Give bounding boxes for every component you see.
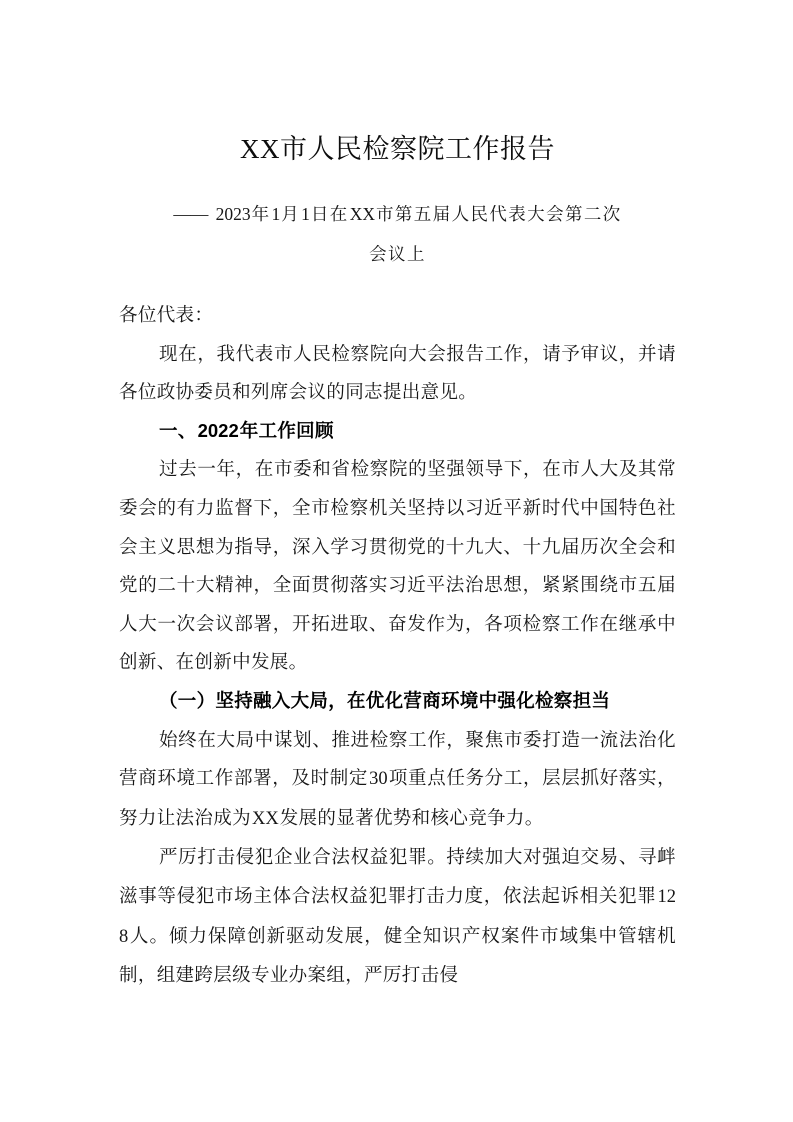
document-subtitle [119,163,676,274]
subtitle-line-2: 会议上 [369,244,426,264]
heading-section-1: 一、2022年工作回顾 [159,419,334,441]
heading-subsection-1: （一）坚持融入大局，在优化营商环境中强化检察担当 [159,689,611,711]
paragraph-opening: 现在，我代表市人民检察院向大会报告工作，请予审议，并请各位政协委员和列席会议的同志提出意见。 [119,342,676,403]
document-content [119,0,676,995]
document-body [119,274,676,995]
paragraph-review: 过去一年，在市委和省检察院的坚强领导下，在市人大及其常委会的有力监督下，全市检察机关坚持以习近平新时代中国特色社会主义思想为指导，深入学习贯彻党的十九大、十九届历次全会和党的二十大精神，全面贯彻落实习近平法治思想，紧紧围绕市五届人大一次会议部署，开拓进取、奋发作为，各项检察工作在继承中创新、在创新中发展。 [119,458,676,673]
em-dash-icon: —— [173,204,209,224]
salutation: 各位代表： [119,304,214,325]
subtitle-line-1 [119,194,676,234]
paragraph-business-environment: 始终在大局中谋划、推进检察工作，聚焦市委打造一流法治化营商环境工作部署，及时制定30项重点任务分工，层层抓好落实，努力让法治成为XX发展的显著优势和核心竞争力。 [119,728,676,829]
page-title: XX市人民检察院工作报告 [240,134,555,164]
paragraph-crackdown: 严厉打击侵犯企业合法权益犯罪。持续加大对强迫交易、寻衅滋事等侵犯市场主体合法权益犯罪打击力度，依法起诉相关犯罪128人。倾力保障创新驱动发展，健全知识产权案件市域集中管辖机制，组建跨层级专业办案组，严厉打击侵 [119,846,676,986]
subtitle-line-1-text: 2023年1月1日在XX市第五届人民代表大会第二次 [215,204,622,224]
